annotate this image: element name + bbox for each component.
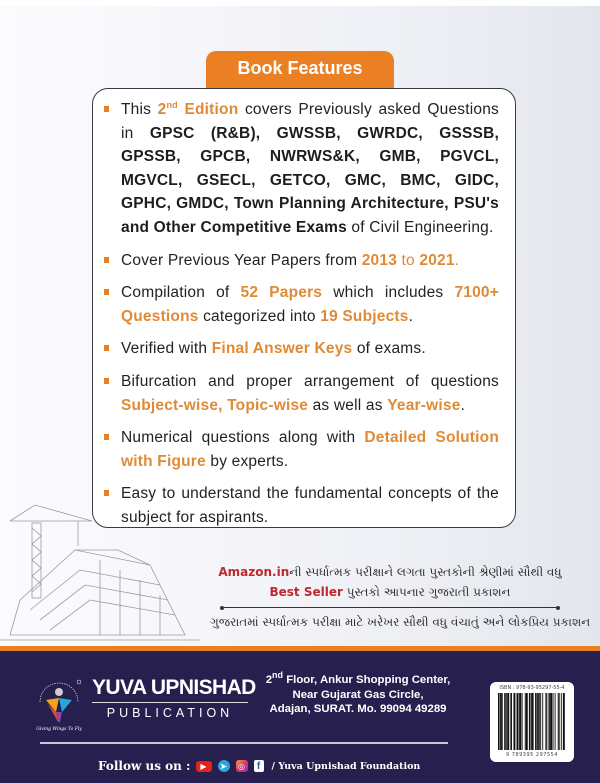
- barcode-bar: [559, 693, 560, 750]
- feature-text: Easy to understand the fundamental concepts of the subject for aspirants.: [121, 485, 499, 526]
- address-line-3: Adajan, SURAT. Mo. 99094 49289: [269, 703, 447, 715]
- bullet-icon: [104, 378, 109, 384]
- feature-text: Verified with: [121, 340, 212, 358]
- barcode-bar: [532, 693, 534, 750]
- barcode-bar: [535, 693, 537, 750]
- feature-text: Bifurcation and proper arrangement of questions: [121, 372, 499, 390]
- publisher-name: YUVA UPNISHAD: [92, 676, 248, 703]
- feature-text: 52 Papers: [240, 284, 323, 302]
- feature-text: Final Answer Keys: [211, 340, 353, 358]
- feature-text: Cover Previous Year Papers from: [121, 251, 362, 269]
- feature-text: Year-wise: [387, 396, 461, 414]
- barcode-bar: [545, 693, 546, 750]
- barcode-bar: [553, 693, 554, 750]
- feature-text: which includes: [322, 284, 455, 302]
- feature-text: This: [121, 101, 158, 118]
- barcode-bar: [537, 693, 538, 750]
- promo-line-2-text: પુસ્તકો આપનાર ગુજરાતી પ્રકાશન: [342, 585, 511, 599]
- address-line-2: Near Gujarat Gas Circle,: [292, 688, 424, 701]
- feature-item: [121, 426, 499, 473]
- feature-item: [121, 482, 499, 528]
- barcode-bar: [542, 693, 543, 750]
- feature-text: by experts.: [205, 452, 289, 470]
- feature-text: Compilation of: [121, 284, 241, 302]
- barcode-bar: [519, 693, 520, 750]
- follow-label: Follow us on :: [98, 759, 191, 773]
- facebook-icon[interactable]: f: [254, 760, 264, 772]
- barcode-bar: [510, 693, 512, 750]
- feature-text: of exams.: [352, 340, 426, 358]
- feature-text: as well as: [308, 396, 388, 414]
- promo-line-1-text: ની સ્પર્ધાત્મક પરીક્ષાને લગતા પુસ્તકોની શ્રેણીમાં સૌથી વધુ: [289, 565, 562, 579]
- bullet-icon: [104, 289, 109, 295]
- barcode-bar: [498, 693, 500, 750]
- barcode-bar: [506, 693, 507, 750]
- barcode-bar: [517, 693, 519, 750]
- bullet-icon: [104, 257, 109, 263]
- bestseller-label: Best Seller: [269, 585, 343, 599]
- isbn-barcode: [490, 682, 574, 762]
- barcode-bar: [529, 693, 531, 750]
- footer-divider: [40, 742, 448, 744]
- barcode-bar: [531, 693, 532, 750]
- barcode-bar: [540, 693, 541, 750]
- feature-text: 2: [157, 101, 167, 118]
- publisher-logo-icon: [34, 676, 84, 732]
- feature-text: nd: [166, 99, 178, 110]
- instagram-icon[interactable]: ◎: [236, 760, 248, 772]
- feature-item: [121, 281, 499, 328]
- feature-text: Edition: [177, 101, 239, 118]
- social-links: [98, 757, 420, 775]
- promo-divider: [222, 607, 558, 608]
- barcode-bars: [498, 693, 566, 750]
- barcode-bar: [514, 693, 515, 750]
- youtube-icon[interactable]: ▶: [196, 761, 212, 772]
- promo-line-amazon: [210, 562, 570, 582]
- barcode-bar: [546, 693, 547, 750]
- feature-text: 19 Subjects: [320, 307, 409, 325]
- barcode-bar: [551, 693, 553, 750]
- features-card: [92, 88, 516, 528]
- crane-tower: [32, 523, 41, 598]
- publisher-address: [258, 670, 458, 717]
- publisher-brand: [92, 676, 256, 720]
- bullet-icon: [104, 345, 109, 351]
- feature-text: .: [454, 251, 460, 269]
- feature-text: 7100+ Questions: [121, 284, 499, 325]
- promo-line-bestseller: [210, 582, 570, 602]
- barcode-bar: [558, 693, 559, 750]
- barcode-bar: [561, 693, 562, 750]
- bullet-icon: [104, 490, 109, 496]
- amazon-brand: Amazon.in: [218, 565, 290, 579]
- features-list: [121, 98, 499, 528]
- barcode-bar: [564, 693, 565, 750]
- feature-text: to: [397, 251, 420, 269]
- feature-item: [121, 370, 499, 417]
- barcode-bar: [548, 693, 549, 750]
- feature-text: Subject-wise, Topic-wise: [121, 396, 309, 414]
- logo-tagline: Giving Wings To Fly: [36, 727, 82, 732]
- bullet-icon: [104, 434, 109, 440]
- building-outline: [10, 550, 185, 635]
- feature-item: [121, 98, 499, 240]
- barcode-bar: [538, 693, 540, 750]
- feature-text: GPSC (R&B), GWSSB, GWRDC, GSSSB, GPSSB, GPCB, NWRWS&K, GMB, PGVCL, MGVCL, GSECL, GETCO, GMC, BMC, GIDC, GPHC, GMDC, Town Planning Architecture, PSU's and Other Competitive Exams: [121, 124, 499, 236]
- barcode-bar: [550, 693, 551, 750]
- address-line-1: 2nd Floor, Ankur Shopping Center,: [265, 670, 451, 686]
- promo-line-3: ગુજરાતમાં સ્પર્ધાત્મક પરીક્ષા માટે ખરેખર સૌથી વધુ વંચાતું અને લોકપ્રિય પ્રકાશન: [210, 615, 591, 629]
- telegram-icon[interactable]: ➤: [218, 760, 230, 772]
- feature-text: .: [460, 396, 466, 414]
- barcode-digits: 9 789395 297554: [505, 752, 559, 758]
- barcode-bar: [525, 693, 526, 750]
- barcode-bar: [522, 693, 523, 750]
- feature-text: covers Previously asked Questions in: [121, 101, 499, 142]
- feature-text: .: [408, 307, 414, 325]
- promo-block: [210, 562, 591, 632]
- barcode-bar: [527, 693, 528, 750]
- publisher-subtitle: PUBLICATION: [106, 706, 234, 720]
- feature-text: of Civil Engineering.: [346, 218, 494, 236]
- barcode-bar: [508, 693, 509, 750]
- barcode-bar: [555, 693, 556, 750]
- feature-text: 2013: [361, 251, 398, 269]
- barcode-bar: [504, 693, 506, 750]
- barcode-bar: [501, 693, 503, 750]
- social-handle[interactable]: / Yuva Upnishad Foundation: [271, 760, 421, 772]
- feature-item: [121, 249, 499, 273]
- feature-text: Detailed Solution with Figure: [121, 429, 499, 470]
- bullet-icon: [104, 106, 109, 112]
- isbn-number: ISBN : 978-93-95297-55-4: [499, 685, 565, 691]
- book-features-badge: Book Features: [206, 51, 394, 91]
- feature-text: Numerical questions along with: [121, 429, 365, 447]
- feature-text: 2021: [419, 251, 455, 269]
- barcode-bar: [500, 693, 501, 750]
- feature-item: [121, 337, 499, 361]
- feature-text: categorized into: [198, 307, 321, 325]
- barcode-bar: [520, 693, 522, 750]
